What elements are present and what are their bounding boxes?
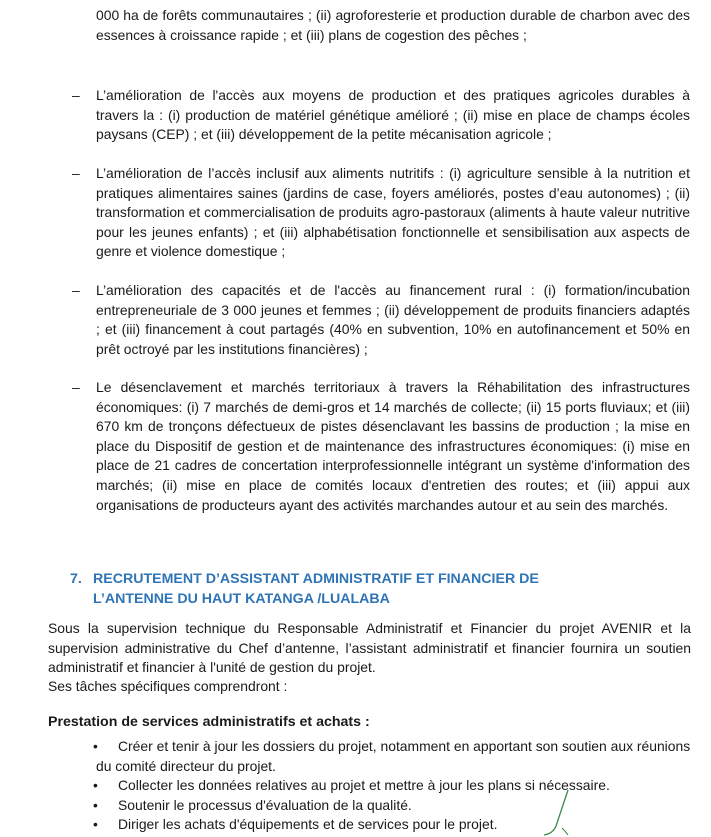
bullet-text: Créer et tenir à jour les dossiers du projet, notamment en apportant son soutien aux réunions du comité directeur du projet. (96, 738, 691, 774)
section-title: RECRUTEMENT D’ASSISTANT ADMINISTRATIF ET FINANCIER DE L’ANTENNE DU HAUT KATANGA /LUALABA (93, 571, 539, 607)
bullet-dot: • (93, 738, 98, 754)
intro-paragraph: Sous la supervision technique du Responsable Administratif et Financier du projet AVENIR et la supervision administrative du Chef d’antenne, l’assistant administratif et financier fournira un soutien administratif et financier à l'unité de gestion du projet. (48, 620, 691, 676)
intro-line: Ses tâches spécifiques comprendront : (48, 678, 288, 694)
section-number: 7. (70, 571, 82, 587)
bullet-dot: • (93, 797, 98, 813)
bullet-text: Diriger les achats d'équipements et de services pour le projet. (118, 816, 498, 832)
bullet-dot: • (93, 816, 98, 832)
list-item-text: L’amélioration des capacités et de l'accès au financement rural : (i) formation/incubation entrepreneuriale de 3 000 jeunes et femmes ; (ii) développement de produits financiers adaptés ; et (iii) financement à cout partagés (40% en subvention, 10% en autofinancement et 50% en prêt octroyé par les institutions financières) ; (96, 282, 690, 357)
continuation-paragraph: 000 ha de forêts communautaires ; (ii) agroforesterie et production durable de charbon avec des essences à croissance rapide ; et (iii) plans de cogestion des pêches ; (96, 7, 690, 43)
list-item-text: L’amélioration de l'accès aux moyens de production et des pratiques agricoles durables à travers la : (i) production de matériel génétique amélioré ; (ii) mise en place de champs écoles paysans (CEP) ; et (iii) développement de la petite mécanisation agricole ; (96, 87, 690, 143)
pen-stroke-mark (538, 788, 578, 837)
dash-bullet: – (72, 379, 80, 395)
bullet-text: Collecter les données relatives au projet et mettre à jour les plans si nécessaire. (118, 777, 610, 793)
dash-bullet: – (72, 165, 80, 181)
list-item-text: L’amélioration de l’accès inclusif aux aliments nutritifs : (i) agriculture sensible à la nutrition et pratiques alimentaires saines (jardins de case, foyers améliorés, postes d’eau autonomes) ; (ii) transformation et commercialisation de produits agro-pastoraux (aliments à haute valeur nutritive pour les jeunes enfants) ; et (iii) alphabétisation fonctionnelle et sensibilisation aux aspects de genre et violence domestique ; (96, 165, 690, 260)
bullet-dot: • (93, 777, 98, 793)
bullet-text: Soutenir le processus d'évaluation de la qualité. (118, 797, 412, 813)
subheading: Prestation de services administratifs et achats : (48, 714, 370, 730)
list-item-text: Le désenclavement et marchés territoriaux à travers la Réhabilitation des infrastructures économiques: (i) 7 marchés de demi-gros et 14 marchés de collecte; (ii) 15 ports fluviaux; et (iii) 670 km de tronçons défectueux de pistes désenclavant les bassins de production ; la mise en place du Dispositif de gestion et de maintenance des infrastructures économiques: (i) mise en place de 21 cadres de concertation interprofessionnelle intégrant un système d'information des marchés; (ii) mise en place de comités locaux d'entretien des routes; et (iii) appui aux organisations de producteurs ayant des activités marchandes autour et au sein des marchés. (96, 379, 690, 513)
dash-bullet: – (72, 87, 80, 103)
dash-bullet: – (72, 282, 80, 298)
